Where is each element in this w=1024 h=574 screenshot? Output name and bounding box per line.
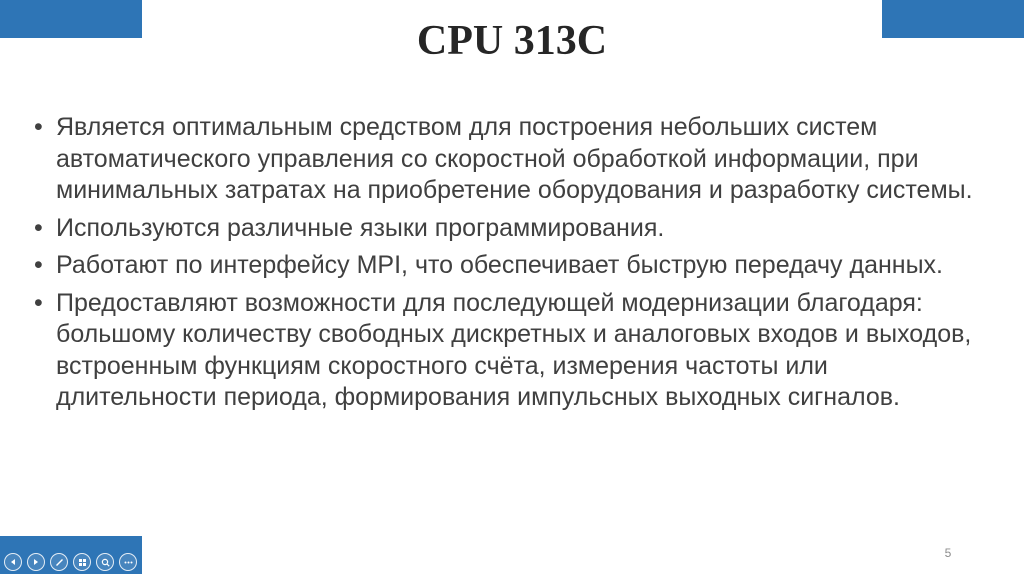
bullet-text: Используются различные языки программирования. xyxy=(56,213,665,242)
page-number: 5 xyxy=(944,546,952,560)
bullet-marker: • xyxy=(34,213,43,242)
bullet-item xyxy=(34,112,994,207)
previous-slide-button[interactable] xyxy=(4,553,22,571)
next-slide-icon xyxy=(32,558,40,566)
slides-grid-icon xyxy=(78,558,87,567)
more-options-button[interactable] xyxy=(119,553,137,571)
zoom-icon xyxy=(101,558,110,567)
bullet-item xyxy=(34,288,994,414)
pen-button[interactable] xyxy=(50,553,68,571)
slide-title: CPU 313C xyxy=(416,18,608,64)
slideshow-toolbar xyxy=(4,553,137,571)
bullet-item xyxy=(34,250,994,282)
zoom-button[interactable] xyxy=(96,553,114,571)
bullet-text: Является оптимальным средством для построения небольших систем автоматического управления со скоростной обработкой информации, при минимальных затратах на приобретение оборудования и разработку системы. xyxy=(56,113,973,204)
previous-slide-icon xyxy=(9,558,17,566)
slides-grid-button[interactable] xyxy=(73,553,91,571)
bullet-marker: • xyxy=(34,113,43,141)
bullet-marker: • xyxy=(34,251,43,279)
bullet-text: Предоставляют возможности для последующей модернизации благодаря: большому количеству свободных дискретных и аналоговых входов и выходов, встроенным функциям скоростного счёта, измерения частоты или длительности периода, формирования импульсных выходных сигналов. xyxy=(56,288,972,411)
bullet-text: Работают по интерфейсу MPI, что обеспечивает быструю передачу данных. xyxy=(56,251,943,279)
more-options-icon xyxy=(124,558,133,567)
bullet-marker: • xyxy=(34,288,43,317)
bullet-list xyxy=(34,112,994,420)
pen-icon xyxy=(55,558,64,567)
bullet-item xyxy=(34,213,994,245)
next-slide-button[interactable] xyxy=(27,553,45,571)
